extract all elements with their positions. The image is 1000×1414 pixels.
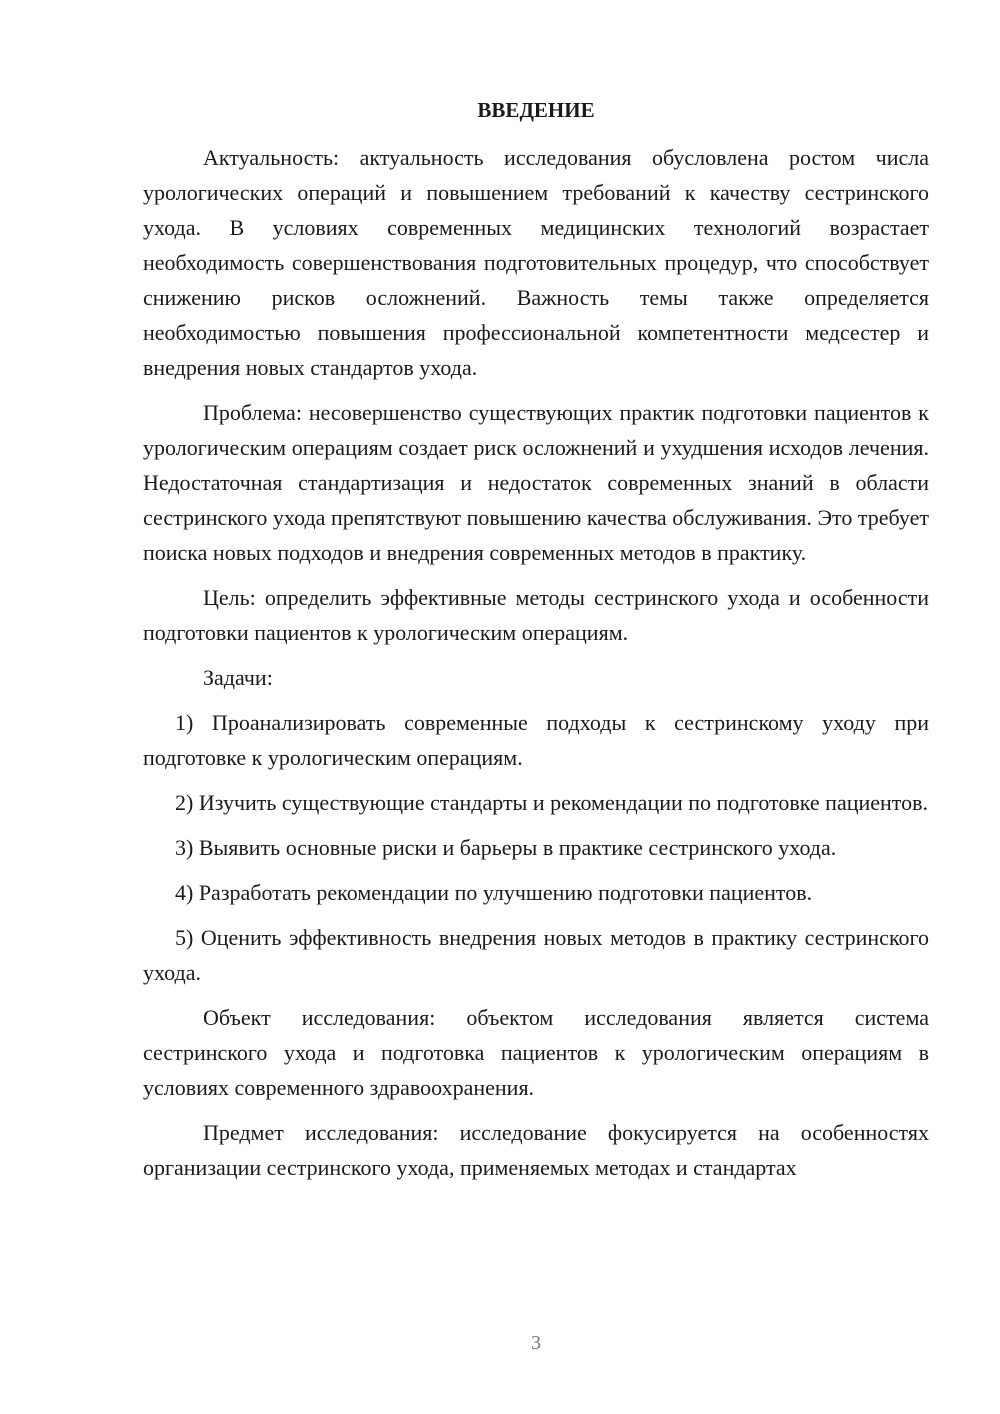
task-item-5: 5) Оценить эффективность внедрения новых методов в практику сестринского ухода.: [143, 925, 929, 985]
problem-paragraph: Проблема: несовершенство существующих практик подготовки пациентов к урологическим операциям создает риск осложнений и ухудшения исходов лечения. Недостаточная стандартизация и недостаток современных знаний в области сестринского ухода препятствуют повышению качества обслуживания. Это требует поиска новых подходов и внедрения современных методов в практику.: [143, 400, 929, 565]
task-item-3: 3) Выявить основные риски и барьеры в практике сестринского ухода.: [175, 835, 837, 860]
task-item-2: 2) Изучить существующие стандарты и рекомендации по подготовке пациентов.: [175, 790, 929, 815]
task-item-1: 1) Проанализировать современные подходы к сестринскому уходу при подготовке к урологическим операциям.: [143, 710, 929, 770]
page-number: 3: [531, 1332, 541, 1354]
task-item-4: 4) Разработать рекомендации по улучшению подготовки пациентов.: [175, 880, 813, 905]
subject-paragraph: Предмет исследования: исследование фокусируется на особенностях организации сестринского ухода, применяемых методах и стандартах: [143, 1120, 929, 1180]
section-title: ВВЕДЕНИЕ: [477, 98, 595, 122]
page-content: [143, 92, 929, 1195]
relevance-paragraph: Актуальность: актуальность исследования обусловлена ростом числа урологических операций и повышением требований к качеству сестринского ухода. В условиях современных медицинских технологий возрастает необходимость совершенствования подготовительных процедур, что способствует снижению рисков осложнений. Важность темы также определяется необходимостью повышения профессиональной компетентности медсестер и внедрения новых стандартов ухода.: [143, 145, 929, 380]
object-paragraph: Объект исследования: объектом исследования является система сестринского ухода и подготовка пациентов к урологическим операциям в условиях современного здравоохранения.: [143, 1005, 929, 1100]
tasks-heading: Задачи:: [203, 665, 273, 690]
goal-paragraph: Цель: определить эффективные методы сестринского ухода и особенности подготовки пациентов к урологическим операциям.: [143, 585, 929, 645]
